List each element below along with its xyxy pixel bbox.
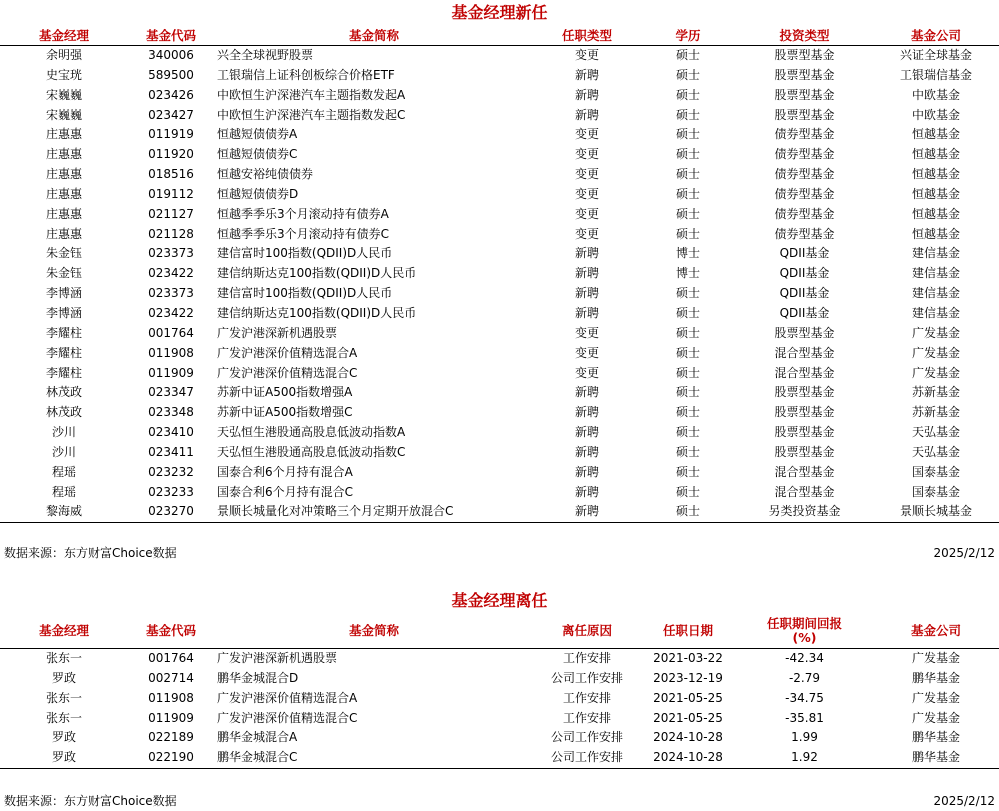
cell-fund-company: 广发基金 bbox=[911, 325, 960, 340]
header-fund-code: 基金代码 bbox=[128, 614, 214, 649]
cell-education: 博士 bbox=[675, 246, 700, 261]
table-row bbox=[0, 709, 999, 729]
header-start-date: 任职日期 bbox=[640, 614, 736, 649]
header-fund-name: 基金简称 bbox=[214, 26, 534, 46]
cell-manager: 沙川 bbox=[51, 444, 76, 459]
header-appointment-type: 任职类型 bbox=[534, 26, 640, 46]
cell-tenure-return: 1.92 bbox=[736, 748, 873, 768]
cell-education: 硕士 bbox=[675, 127, 700, 142]
header-leave-reason: 离任原因 bbox=[534, 614, 640, 649]
table-row bbox=[0, 106, 999, 126]
cell-fund-name: 天弘恒生港股通高股息低波动指数C bbox=[217, 444, 406, 459]
cell-appointment-type: 变更 bbox=[574, 147, 599, 162]
cell-fund-name: 建信富时100指数(QDII)D人民币 bbox=[217, 246, 393, 261]
header-investment-type: 投资类型 bbox=[736, 26, 873, 46]
header-fund-name: 基金简称 bbox=[214, 614, 534, 649]
table-row bbox=[0, 748, 999, 768]
cell-fund-code: 589500 bbox=[148, 67, 194, 82]
cell-manager: 李博涵 bbox=[45, 305, 82, 320]
cell-appointment-type: 新聘 bbox=[574, 107, 599, 122]
table-row bbox=[0, 463, 999, 483]
header-fund-company: 基金公司 bbox=[873, 26, 999, 46]
cell-appointment-type: 变更 bbox=[574, 127, 599, 142]
new-data-source: 数据来源：东方财富Choice数据 bbox=[4, 546, 177, 560]
cell-appointment-type: 变更 bbox=[574, 325, 599, 340]
cell-manager: 庄惠惠 bbox=[45, 127, 82, 142]
cell-fund-code: 023232 bbox=[148, 464, 194, 479]
cell-appointment-type: 新聘 bbox=[574, 286, 599, 301]
cell-fund-code: 023373 bbox=[148, 286, 194, 301]
cell-fund-code: 023270 bbox=[128, 502, 214, 522]
cell-investment-type: 股票型基金 bbox=[774, 67, 835, 82]
cell-education: 硕士 bbox=[675, 147, 700, 162]
cell-education: 硕士 bbox=[675, 226, 700, 241]
cell-manager: 张东一 bbox=[45, 651, 82, 665]
cell-appointment-type: 新聘 bbox=[574, 405, 599, 420]
cell-appointment-type: 新聘 bbox=[574, 464, 599, 479]
cell-fund-company: 景顺长城基金 bbox=[873, 502, 999, 522]
cell-leave-reason: 工作安排 bbox=[562, 651, 611, 665]
table-header-row bbox=[0, 614, 999, 649]
leave-data-source: 数据来源：东方财富Choice数据 bbox=[4, 794, 177, 808]
cell-investment-type: QDII基金 bbox=[779, 305, 830, 320]
cell-education: 硕士 bbox=[675, 484, 700, 499]
cell-fund-code: 023347 bbox=[148, 385, 194, 400]
cell-fund-code: 023426 bbox=[148, 87, 194, 102]
cell-investment-type: QDII基金 bbox=[779, 286, 830, 301]
cell-education: 硕士 bbox=[640, 502, 736, 522]
cell-fund-name: 广发沪港深价值精选混合A bbox=[217, 345, 358, 360]
cell-tenure-return: -35.81 bbox=[785, 710, 824, 725]
leave-data-date: 2025/2/12 bbox=[933, 794, 995, 808]
cell-fund-name: 广发沪港深新机遇股票 bbox=[217, 651, 338, 665]
cell-investment-type: 债券型基金 bbox=[774, 206, 835, 221]
table-row bbox=[0, 669, 999, 689]
cell-fund-name: 苏新中证A500指数增强C bbox=[217, 405, 353, 420]
cell-fund-name: 恒越短债债券C bbox=[217, 147, 298, 162]
cell-fund-code: 018516 bbox=[148, 167, 194, 182]
cell-manager: 宋巍巍 bbox=[45, 107, 82, 122]
cell-appointment-type: 变更 bbox=[574, 226, 599, 241]
cell-fund-company: 天弘基金 bbox=[911, 425, 960, 440]
cell-investment-type: QDII基金 bbox=[779, 246, 830, 261]
cell-fund-code: 021127 bbox=[148, 206, 194, 221]
cell-fund-company: 建信基金 bbox=[911, 246, 960, 261]
cell-education: 硕士 bbox=[675, 48, 700, 62]
cell-fund-company: 恒越基金 bbox=[911, 167, 960, 182]
header-manager: 基金经理 bbox=[0, 26, 128, 46]
cell-investment-type: 股票型基金 bbox=[774, 87, 835, 102]
cell-leave-reason: 公司工作安排 bbox=[550, 730, 623, 745]
cell-education: 硕士 bbox=[675, 365, 700, 380]
cell-fund-name: 景顺长城量化对冲策略三个月定期开放混合C bbox=[214, 502, 534, 522]
cell-fund-company: 恒越基金 bbox=[911, 206, 960, 221]
cell-manager: 李耀柱 bbox=[45, 345, 82, 360]
cell-appointment-type: 变更 bbox=[574, 186, 599, 201]
cell-appointment-type: 新聘 bbox=[574, 484, 599, 499]
table-header-row bbox=[0, 26, 999, 46]
cell-fund-company: 中欧基金 bbox=[911, 107, 960, 122]
cell-fund-company: 恒越基金 bbox=[911, 127, 960, 142]
cell-fund-company: 鹏华基金 bbox=[911, 730, 960, 745]
cell-appointment-type: 变更 bbox=[574, 167, 599, 182]
table-row bbox=[0, 86, 999, 106]
cell-manager: 史宝珖 bbox=[45, 67, 82, 82]
cell-fund-company: 恒越基金 bbox=[911, 186, 960, 201]
cell-investment-type: 混合型基金 bbox=[774, 345, 835, 360]
cell-investment-type: 债券型基金 bbox=[774, 186, 835, 201]
cell-manager: 庄惠惠 bbox=[45, 226, 82, 241]
cell-manager: 张东一 bbox=[45, 690, 82, 705]
table-row bbox=[0, 46, 999, 66]
cell-investment-type: 股票型基金 bbox=[774, 425, 835, 440]
cell-appointment-type: 新聘 bbox=[574, 385, 599, 400]
cell-fund-name: 广发沪港深新机遇股票 bbox=[217, 325, 338, 340]
table-row bbox=[0, 66, 999, 86]
header-education: 学历 bbox=[640, 26, 736, 46]
cell-manager: 李耀柱 bbox=[45, 365, 82, 380]
cell-fund-code: 023348 bbox=[148, 405, 194, 420]
table-row bbox=[0, 284, 999, 304]
cell-manager: 黎海威 bbox=[0, 502, 128, 522]
cell-appointment-type: 新聘 bbox=[534, 502, 640, 522]
cell-appointment-type: 变更 bbox=[574, 48, 599, 62]
cell-education: 硕士 bbox=[675, 325, 700, 340]
cell-investment-type: 股票型基金 bbox=[774, 325, 835, 340]
cell-education: 硕士 bbox=[675, 67, 700, 82]
cell-fund-company: 建信基金 bbox=[911, 305, 960, 320]
cell-investment-type: QDII基金 bbox=[779, 266, 830, 281]
cell-fund-code: 023427 bbox=[148, 107, 194, 122]
cell-fund-name: 工银瑞信上证科创板综合价格ETF bbox=[217, 67, 395, 82]
cell-manager: 程瑶 bbox=[51, 464, 76, 479]
leave-managers-title: 基金经理离任 bbox=[451, 591, 548, 610]
cell-appointment-type: 变更 bbox=[574, 345, 599, 360]
cell-investment-type: 混合型基金 bbox=[774, 464, 835, 479]
cell-start-date: 2024-10-28 bbox=[653, 730, 723, 745]
cell-fund-company: 鹏华基金 bbox=[873, 748, 999, 768]
cell-education: 硕士 bbox=[675, 87, 700, 102]
cell-fund-name: 中欧恒生沪深港汽车主题指数发起A bbox=[217, 87, 406, 102]
cell-appointment-type: 新聘 bbox=[574, 67, 599, 82]
cell-fund-code: 023422 bbox=[148, 266, 194, 281]
cell-tenure-return: 1.99 bbox=[791, 730, 818, 745]
cell-tenure-return: -2.79 bbox=[788, 670, 821, 685]
cell-education: 硕士 bbox=[675, 107, 700, 122]
table-row bbox=[0, 304, 999, 324]
cell-fund-code: 022189 bbox=[148, 730, 194, 745]
cell-manager: 庄惠惠 bbox=[45, 147, 82, 162]
cell-appointment-type: 新聘 bbox=[574, 425, 599, 440]
cell-education: 硕士 bbox=[675, 464, 700, 479]
cell-fund-company: 苏新基金 bbox=[911, 405, 960, 420]
header-fund-company: 基金公司 bbox=[873, 614, 999, 649]
cell-tenure-return: -42.34 bbox=[785, 651, 824, 665]
cell-investment-type: 股票型基金 bbox=[774, 405, 835, 420]
cell-start-date: 2021-03-22 bbox=[653, 651, 723, 665]
table-row bbox=[0, 383, 999, 403]
cell-leave-reason: 公司工作安排 bbox=[550, 670, 623, 685]
cell-fund-code: 021128 bbox=[148, 226, 194, 241]
cell-fund-name: 建信纳斯达克100指数(QDII)D人民币 bbox=[217, 305, 417, 320]
cell-fund-code: 001764 bbox=[148, 325, 194, 340]
cell-education: 硕士 bbox=[675, 405, 700, 420]
cell-fund-name: 建信富时100指数(QDII)D人民币 bbox=[217, 286, 393, 301]
cell-education: 硕士 bbox=[675, 186, 700, 201]
cell-fund-company: 恒越基金 bbox=[911, 226, 960, 241]
cell-start-date: 2024-10-28 bbox=[640, 748, 736, 768]
header-manager: 基金经理 bbox=[0, 614, 128, 649]
cell-manager: 罗政 bbox=[51, 730, 76, 745]
table-row bbox=[0, 443, 999, 463]
cell-fund-code: 023373 bbox=[148, 246, 194, 261]
table-row bbox=[0, 244, 999, 264]
cell-manager: 庄惠惠 bbox=[45, 167, 82, 182]
table-row bbox=[0, 403, 999, 423]
cell-fund-name: 苏新中证A500指数增强A bbox=[217, 385, 353, 400]
cell-fund-company: 中欧基金 bbox=[911, 87, 960, 102]
cell-fund-name: 广发沪港深价值精选混合A bbox=[217, 690, 358, 705]
cell-manager: 罗政 bbox=[51, 670, 76, 685]
cell-fund-company: 建信基金 bbox=[911, 286, 960, 301]
table-row bbox=[0, 185, 999, 205]
cell-investment-type: 债券型基金 bbox=[774, 226, 835, 241]
cell-education: 硕士 bbox=[675, 167, 700, 182]
cell-manager: 李博涵 bbox=[45, 286, 82, 301]
cell-manager: 程瑶 bbox=[51, 484, 76, 499]
cell-tenure-return: -34.75 bbox=[785, 690, 824, 705]
table-row bbox=[0, 125, 999, 145]
cell-fund-name: 鹏华金城混合D bbox=[217, 670, 299, 685]
cell-education: 硕士 bbox=[675, 444, 700, 459]
cell-fund-code: 002714 bbox=[148, 670, 194, 685]
table-row bbox=[0, 165, 999, 185]
cell-investment-type: 股票型基金 bbox=[774, 385, 835, 400]
table-row bbox=[0, 344, 999, 364]
cell-education: 硕士 bbox=[675, 206, 700, 221]
table-row bbox=[0, 364, 999, 384]
table-row bbox=[0, 145, 999, 165]
cell-fund-company: 广发基金 bbox=[911, 365, 960, 380]
table-row bbox=[0, 324, 999, 344]
cell-fund-company: 国泰基金 bbox=[911, 464, 960, 479]
cell-manager: 余明强 bbox=[45, 48, 82, 62]
cell-fund-company: 广发基金 bbox=[911, 345, 960, 360]
new-managers-title: 基金经理新任 bbox=[451, 3, 548, 22]
cell-investment-type: 股票型基金 bbox=[774, 48, 835, 62]
cell-fund-code: 023410 bbox=[148, 425, 194, 440]
cell-fund-code: 023422 bbox=[148, 305, 194, 320]
cell-leave-reason: 工作安排 bbox=[562, 710, 611, 725]
cell-fund-code: 011908 bbox=[148, 345, 194, 360]
cell-manager: 张东一 bbox=[45, 710, 82, 725]
cell-appointment-type: 新聘 bbox=[574, 87, 599, 102]
cell-appointment-type: 新聘 bbox=[574, 444, 599, 459]
cell-education: 硕士 bbox=[675, 286, 700, 301]
cell-fund-company: 天弘基金 bbox=[911, 444, 960, 459]
cell-fund-code: 011908 bbox=[148, 690, 194, 705]
cell-fund-name: 恒越季季乐3个月滚动持有债券C bbox=[217, 226, 390, 241]
cell-manager: 林茂政 bbox=[45, 405, 82, 420]
cell-leave-reason: 公司工作安排 bbox=[534, 748, 640, 768]
cell-leave-reason: 工作安排 bbox=[562, 690, 611, 705]
cell-fund-name: 中欧恒生沪深港汽车主题指数发起C bbox=[217, 107, 406, 122]
cell-appointment-type: 新聘 bbox=[574, 305, 599, 320]
cell-fund-company: 广发基金 bbox=[911, 651, 960, 665]
cell-fund-code: 023233 bbox=[148, 484, 194, 499]
cell-fund-code: 340006 bbox=[148, 48, 194, 62]
cell-fund-code: 022190 bbox=[128, 748, 214, 768]
cell-investment-type: 债券型基金 bbox=[774, 167, 835, 182]
cell-manager: 李耀柱 bbox=[45, 325, 82, 340]
cell-start-date: 2023-12-19 bbox=[653, 670, 723, 685]
cell-manager: 宋巍巍 bbox=[45, 87, 82, 102]
cell-fund-company: 广发基金 bbox=[911, 710, 960, 725]
cell-manager: 朱金钰 bbox=[45, 266, 82, 281]
cell-fund-code: 001764 bbox=[148, 651, 194, 665]
cell-education: 博士 bbox=[675, 266, 700, 281]
cell-education: 硕士 bbox=[675, 425, 700, 440]
cell-fund-name: 兴全全球视野股票 bbox=[217, 48, 314, 62]
leave-managers-table bbox=[0, 614, 999, 769]
cell-appointment-type: 变更 bbox=[574, 365, 599, 380]
cell-fund-company: 建信基金 bbox=[911, 266, 960, 281]
cell-investment-type: 股票型基金 bbox=[774, 107, 835, 122]
cell-fund-name: 建信纳斯达克100指数(QDII)D人民币 bbox=[217, 266, 417, 281]
header-tenure-return: 任职期间回报 (%) bbox=[736, 614, 873, 649]
cell-fund-code: 019112 bbox=[148, 186, 194, 201]
new-managers-table bbox=[0, 26, 999, 523]
cell-fund-name: 恒越短债债券D bbox=[217, 186, 299, 201]
cell-investment-type: 债券型基金 bbox=[774, 127, 835, 142]
table-row bbox=[0, 264, 999, 284]
cell-manager: 沙川 bbox=[51, 425, 76, 440]
table-row bbox=[0, 728, 999, 748]
cell-fund-company: 工银瑞信基金 bbox=[899, 67, 972, 82]
cell-fund-company: 苏新基金 bbox=[911, 385, 960, 400]
cell-fund-name: 国泰合利6个月持有混合A bbox=[217, 464, 353, 479]
new-data-date: 2025/2/12 bbox=[933, 546, 995, 560]
cell-fund-name: 国泰合利6个月持有混合C bbox=[217, 484, 354, 499]
cell-manager: 朱金钰 bbox=[45, 246, 82, 261]
cell-education: 硕士 bbox=[675, 345, 700, 360]
cell-manager: 庄惠惠 bbox=[45, 186, 82, 201]
table-row bbox=[0, 205, 999, 225]
cell-fund-company: 恒越基金 bbox=[911, 147, 960, 162]
cell-investment-type: 股票型基金 bbox=[774, 444, 835, 459]
cell-start-date: 2021-05-25 bbox=[653, 710, 723, 725]
cell-fund-code: 011919 bbox=[148, 127, 194, 142]
table-row bbox=[0, 423, 999, 443]
cell-fund-name: 广发沪港深价值精选混合C bbox=[217, 710, 358, 725]
cell-fund-name: 鹏华金城混合C bbox=[214, 748, 534, 768]
cell-investment-type: 混合型基金 bbox=[774, 365, 835, 380]
cell-education: 硕士 bbox=[675, 385, 700, 400]
table-row bbox=[0, 483, 999, 503]
table-row bbox=[0, 502, 999, 522]
cell-investment-type: 债券型基金 bbox=[774, 147, 835, 162]
cell-appointment-type: 新聘 bbox=[574, 246, 599, 261]
table-row bbox=[0, 225, 999, 245]
cell-fund-name: 鹏华金城混合A bbox=[217, 730, 298, 745]
cell-start-date: 2021-05-25 bbox=[653, 690, 723, 705]
cell-fund-name: 广发沪港深价值精选混合C bbox=[217, 365, 358, 380]
cell-manager: 林茂政 bbox=[45, 385, 82, 400]
cell-appointment-type: 变更 bbox=[574, 206, 599, 221]
cell-manager: 罗政 bbox=[0, 748, 128, 768]
cell-fund-name: 恒越安裕纯债债券 bbox=[217, 167, 314, 182]
cell-investment-type: 另类投资基金 bbox=[736, 502, 873, 522]
cell-manager: 庄惠惠 bbox=[45, 206, 82, 221]
cell-fund-company: 国泰基金 bbox=[911, 484, 960, 499]
cell-fund-company: 兴证全球基金 bbox=[899, 48, 972, 62]
cell-fund-code: 011909 bbox=[148, 710, 194, 725]
header-fund-code: 基金代码 bbox=[128, 26, 214, 46]
cell-fund-code: 011920 bbox=[148, 147, 194, 162]
cell-fund-company: 广发基金 bbox=[911, 690, 960, 705]
cell-investment-type: 混合型基金 bbox=[774, 484, 835, 499]
table-row bbox=[0, 689, 999, 709]
cell-fund-code: 011909 bbox=[148, 365, 194, 380]
cell-fund-name: 恒越季季乐3个月滚动持有债券A bbox=[217, 206, 389, 221]
cell-fund-name: 天弘恒生港股通高股息低波动指数A bbox=[217, 425, 406, 440]
cell-appointment-type: 新聘 bbox=[574, 266, 599, 281]
cell-fund-company: 鹏华基金 bbox=[911, 670, 960, 685]
table-row bbox=[0, 649, 999, 669]
cell-fund-code: 023411 bbox=[148, 444, 194, 459]
cell-education: 硕士 bbox=[675, 305, 700, 320]
cell-fund-name: 恒越短债债券A bbox=[217, 127, 298, 142]
